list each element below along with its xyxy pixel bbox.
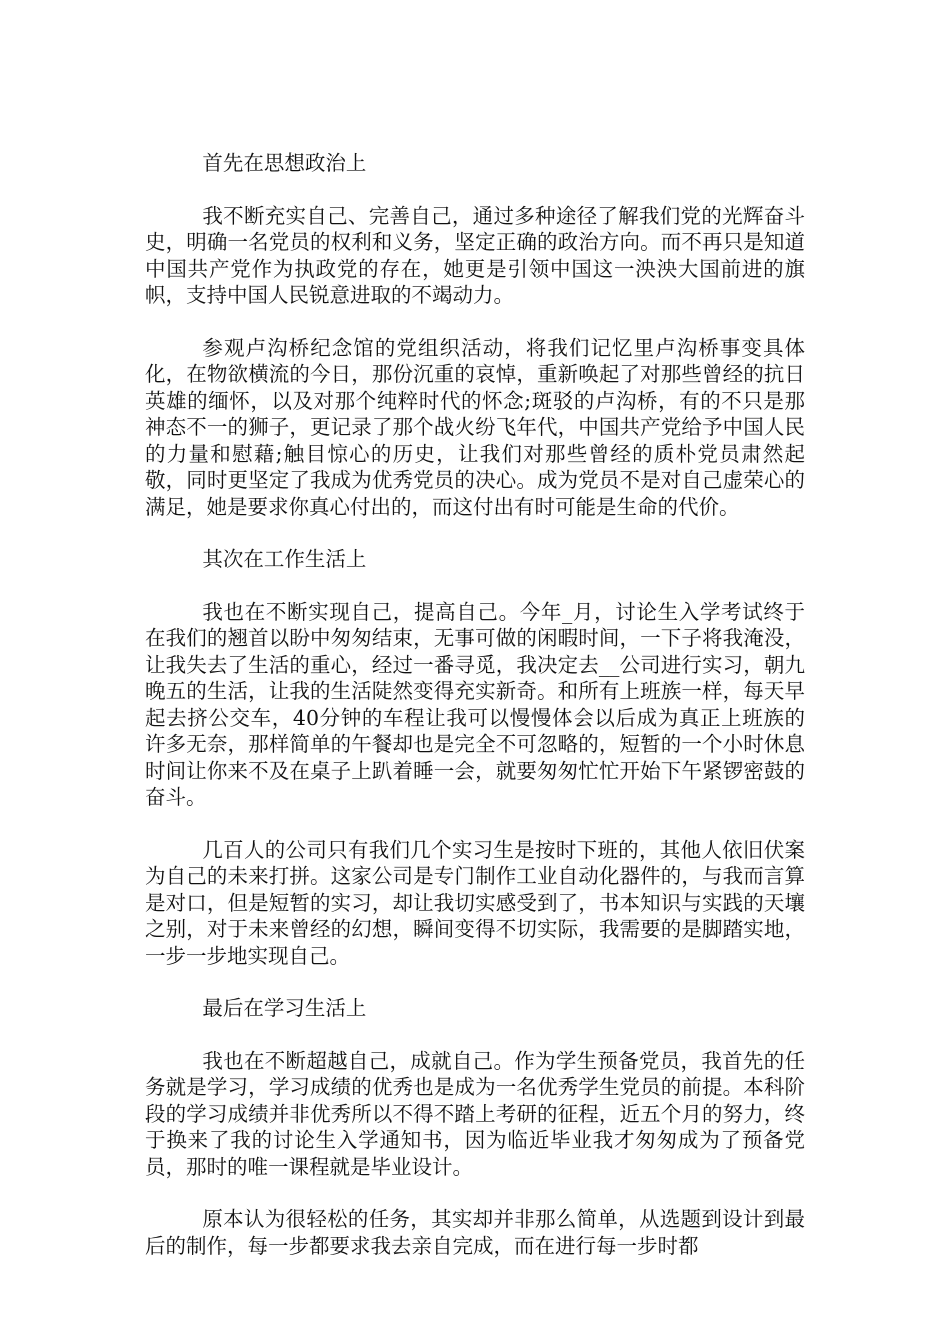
paragraph-graduation-design: 原本认为很轻松的任务，其实却并非那么简单，从选题到设计到最后的制作，每一步都要求我去亲自完成，而在进行每一步时都 (145, 1207, 805, 1258)
section-heading-work: 其次在工作生活上 (202, 547, 367, 571)
paragraph-party-history: 我不断充实自己、完善自己，通过多种途径了解我们党的光辉奋斗史，明确一名党员的权利和义务，坚定正确的政治方向。而不再只是知道中国共产党作为执政党的存在，她更是引领中国这一泱泱大国前进的旗帜，支持中国人民锐意进取的不竭动力。 (145, 203, 805, 307)
section-heading-study: 最后在学习生活上 (202, 996, 367, 1020)
paragraph-company: 几百人的公司只有我们几个实习生是按时下班的，其他人依旧伏案为自己的未来打拼。这家公司是专门制作工业自动化器件的，与我而言算是对口，但是短暂的实习，却让我切实感受到了，书本知识与实践的天壤之别，对于未来曾经的幻想，瞬间变得不切实际，我需要的是脚踏实地，一步一步地实现自己。 (145, 837, 805, 968)
paragraph-internship: 我也在不断实现自己，提高自己。今年_月，讨论生入学考试终于在我们的翘首以盼中匆匆结束，无事可做的闲暇时间，一下子将我淹没，让我失去了生活的重心，经过一番寻觅，我决定去__公司进行实习，朝九晚五的生活，让我的生活陡然变得充实新奇。和所有上班族一样，每天早起去挤公交车，40分钟的车程让我可以慢慢体会以后成为真正上班族的许多无奈，那样简单的午餐却也是完全不可忽略的，短暂的一个小时休息时间让你来不及在桌子上趴着睡一会，就要匆匆忙忙开始下午紧锣密鼓的奋斗。 (145, 599, 805, 809)
paragraph-lugou-bridge: 参观卢沟桥纪念馆的党组织活动，将我们记忆里卢沟桥事变具体化，在物欲横流的今日，那份沉重的哀悼，重新唤起了对那些曾经的抗日英雄的缅怀，以及对那个纯粹时代的怀念;斑驳的卢沟桥，有的不只是那神态不一的狮子，更记录了那个战火纷飞年代，中国共产党给予中国人民的力量和慰藉;触目惊心的历史，让我们对那些曾经的质朴党员肃然起敬，同时更坚定了我成为优秀党员的决心。成为党员不是对自己虚荣心的满足，她是要求你真心付出的，而这付出有时可能是生命的代价。 (145, 335, 805, 519)
paragraph-study: 我也在不断超越自己，成就自己。作为学生预备党员，我首先的任务就是学习，学习成绩的优秀也是成为一名优秀学生党员的前提。本科阶段的学习成绩并非优秀所以不得不踏上考研的征程，近五个月的努力，终于换来了我的讨论生入学通知书，因为临近毕业我才匆匆成为了预备党员，那时的唯一课程就是毕业设计。 (145, 1048, 805, 1179)
document-page (145, 150, 805, 1259)
section-heading-ideology: 首先在思想政治上 (202, 151, 367, 175)
